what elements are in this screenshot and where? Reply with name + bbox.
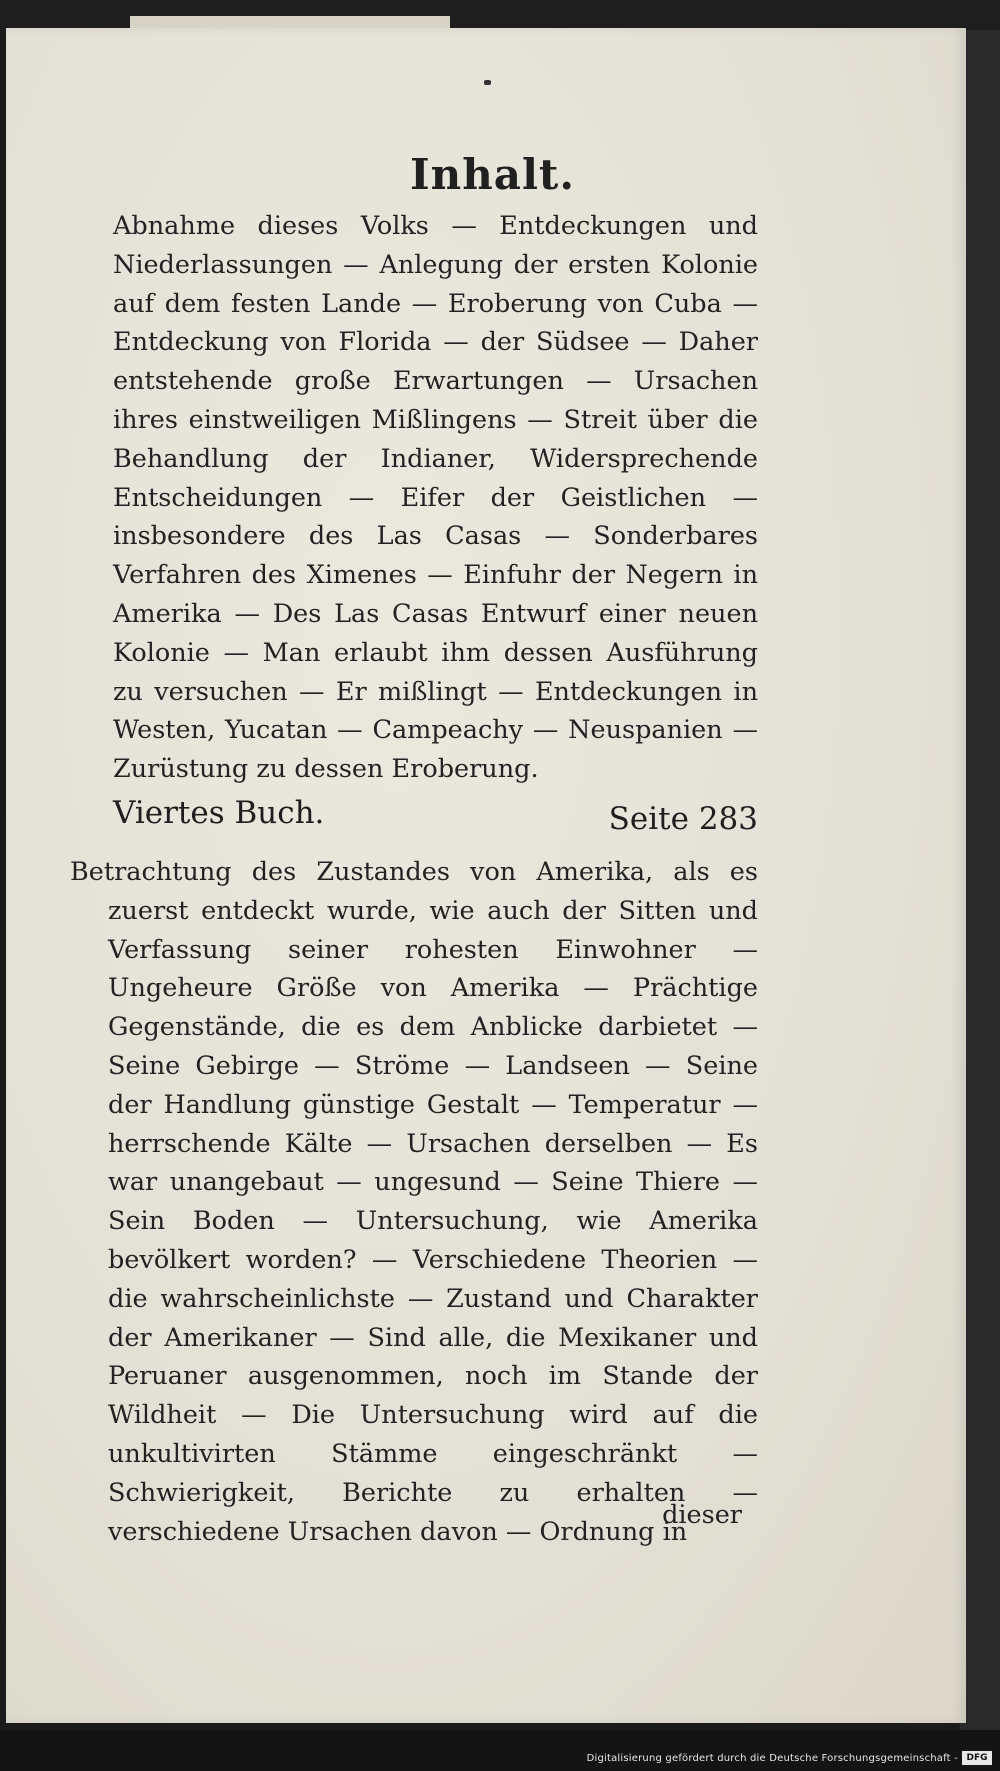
contents-paragraph-2 — [70, 853, 758, 1551]
book-page-reference: Seite 283 — [608, 801, 758, 837]
contents-paragraph-1: Abnahme dieses Volks — Entdeckungen und Niederlassungen — Anlegung der ersten Kolonie auf dem festen Lande — Eroberung von Cuba — Entdeckung von Florida — der Südsee — Daher entstehende große Erwartungen — Ursachen ihres einstweiligen Mißlingens — Streit über die Behandlung der Indianer, Widersprechende Entscheidungen — Eifer der Geistlichen — insbesondere des Las Casas — Sonderbares Verfahren des Ximenes — Einfuhr der Negern in Amerika — Des Las Casas Entwurf einer neuen Kolonie — Man erlaubt ihm dessen Ausführung zu versuchen — Er mißlingt — Entdeckungen in Westen, Yucatan — Campeachy — Neuspanien — Zurüstung zu dessen Eroberung. — [113, 211, 758, 785]
book-header-row — [113, 795, 758, 843]
ink-dot — [484, 80, 491, 85]
scan-right-border — [960, 30, 1000, 1730]
page-heading: Inhalt. — [410, 150, 575, 199]
catchword: dieser — [662, 1500, 742, 1530]
contents-paragraph-2-text: Betrachtung des Zustandes von Amerika, als es zuerst entdeckt wurde, wie auch der Sitten und Verfassung seiner rohesten Einwohner — Ungeheure Größe von Amerika — Prächtige Gegenstände, die es dem Anblicke darbietet — Seine Gebirge — Ströme — Landseen — Seine der Handlung günstige Gestalt — Temperatur — herrschende Kälte — Ursachen derselben — Es war unangebaut — ungesund — Seine Thiere — Sein Boden — Untersuchung, wie Amerika bevölkert worden? — Verschiedene Theorien — die wahrscheinlichste — Zustand und Charakter der Amerikaner — Sind alle, die Mexikaner und Peruaner ausgenommen, noch im Stande der Wildheit — Die Untersuchung wird auf die unkultivirten Stämme eingeschränkt — Schwierigkeit, Berichte zu erhalten — verschiedene Ursachen davon — Ordnung in — [70, 857, 758, 1547]
digitization-credit: Digitalisierung gefördert durch die Deutsche Forschungsgemeinschaft - — [586, 1753, 958, 1764]
scan-bottom-border — [0, 1730, 1000, 1771]
dfg-logo-badge: DFG — [962, 1751, 992, 1765]
book-title: Viertes Buch. — [113, 795, 325, 831]
